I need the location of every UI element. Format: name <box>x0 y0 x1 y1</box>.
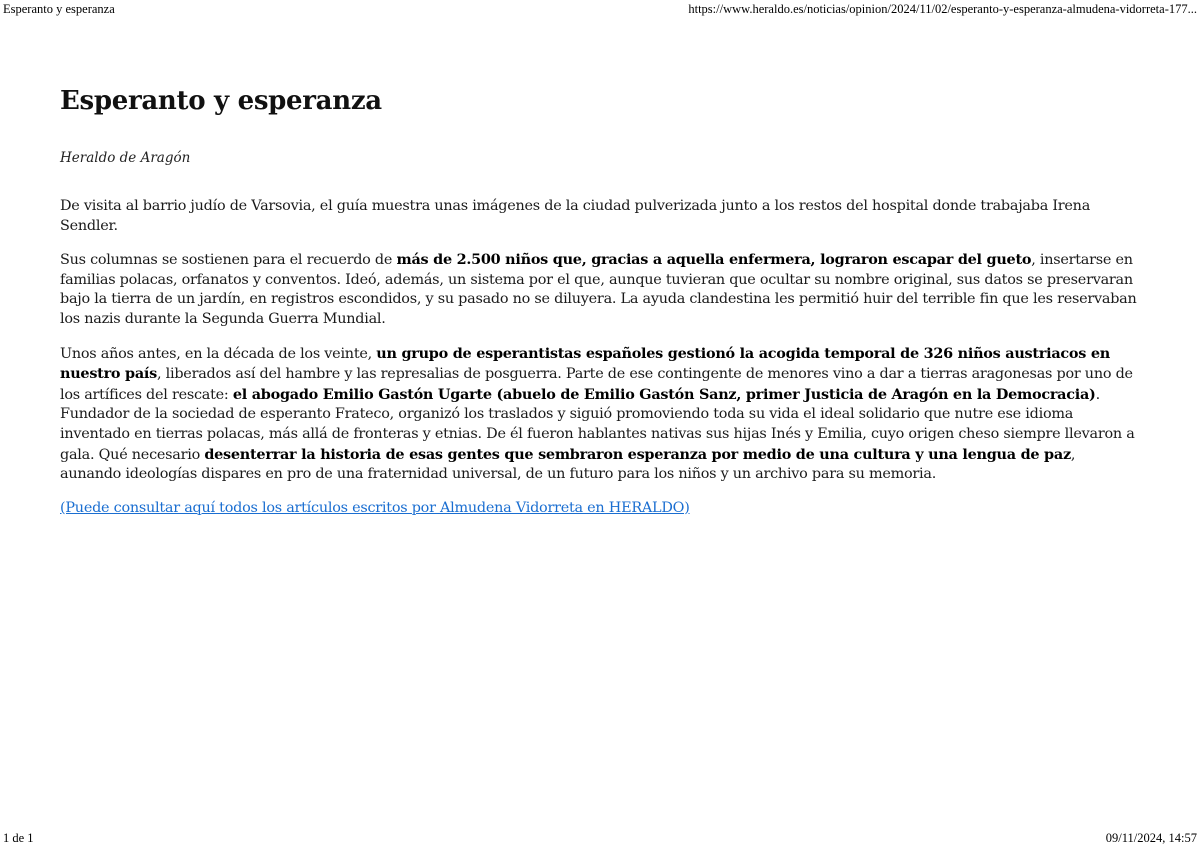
print-header <box>0 2 1200 20</box>
paragraph-3-text-3: . Fundador de la sociedad de esperanto Frateco, organizó los traslados y siguió promoviendo toda su vida el ideal solidario que nutre ese idioma inventado en tierras polacas, más allá de fronteras y etnias. De él fueron hablantes nativas sus hijas Inés y Emilia, cuyo origen cheso siempre llevaron a gala. Qué necesario <box>60 386 1135 463</box>
author-articles-link[interactable]: (Puede consultar aquí todos los artículos escritos por Almudena Vidorreta en HERALDO) <box>60 499 690 516</box>
paragraph-2-text: Sus columnas se sostienen para el recuerdo de <box>60 252 397 269</box>
paragraph-3-highlight-3: desenterrar la historia de esas gentes que sembraron esperanza por medio de una cultura y una lengua de paz <box>204 445 1071 463</box>
article-body <box>60 197 1140 518</box>
paragraph-3-text: Unos años antes, en la década de los veinte, <box>60 345 377 362</box>
article <box>60 84 1140 518</box>
article-byline: Heraldo de Aragón <box>60 150 191 166</box>
paragraph-2-highlight: más de 2.500 niños que, gracias a aquella enfermera, lograron escapar del gueto <box>396 251 1032 269</box>
print-header-title: Esperanto y esperanza <box>3 2 115 16</box>
paragraph-3 <box>60 344 1140 485</box>
paragraph-3-text-4: , aunando ideologías dispares en pro de una fraternidad universal, de un futuro para los niños y un archivo para su memoria. <box>60 446 1076 483</box>
paragraph-1 <box>60 197 1140 236</box>
paragraph-3-highlight-2: el abogado Emilio Gastón Ugarte (abuelo de Emilio Gastón Sanz, primer Justicia de Aragón en la Democracia) <box>232 385 1096 403</box>
paragraph-3-text-2: , liberados así del hambre y las represalias de posguerra. Parte de ese contingente de menores vino a dar a tierras aragonesas por uno de los artífices del rescate: <box>60 366 1133 403</box>
paragraph-1-text: De visita al barrio judío de Varsovia, el guía muestra unas imágenes de la ciudad pulverizada junto a los restos del hospital donde trabajaba Irena Sendler. <box>60 198 1091 234</box>
paragraph-2 <box>60 250 1140 329</box>
paragraph-2-text-cont: , insertarse en familias polacas, orfanatos y conventos. Ideó, además, un sistema por el que, aunque tuvieran que ocultar su nombre original, sus datos se preservaran bajo la tierra de un jardín, en registros escondidos, y su pasado no se diluyera. La ayuda clandestina les permitió huir del terrible fin que les reservaban los nazis durante la Segunda Guerra Mundial. <box>60 252 1137 327</box>
paragraph-3-highlight-1: un grupo de esperantistas españoles gestionó la acogida temporal de 326 niños austriacos en nuestro país <box>60 344 1111 383</box>
page-number: 1 de 1 <box>3 831 34 845</box>
print-header-url: https://www.heraldo.es/noticias/opinion/2024/11/02/esperanto-y-esperanza-almudena-vidorreta-177... <box>688 2 1197 16</box>
print-datetime: 09/11/2024, 14:57 <box>1105 831 1197 845</box>
print-footer <box>0 828 1200 846</box>
article-title: Esperanto y esperanza <box>60 86 382 116</box>
